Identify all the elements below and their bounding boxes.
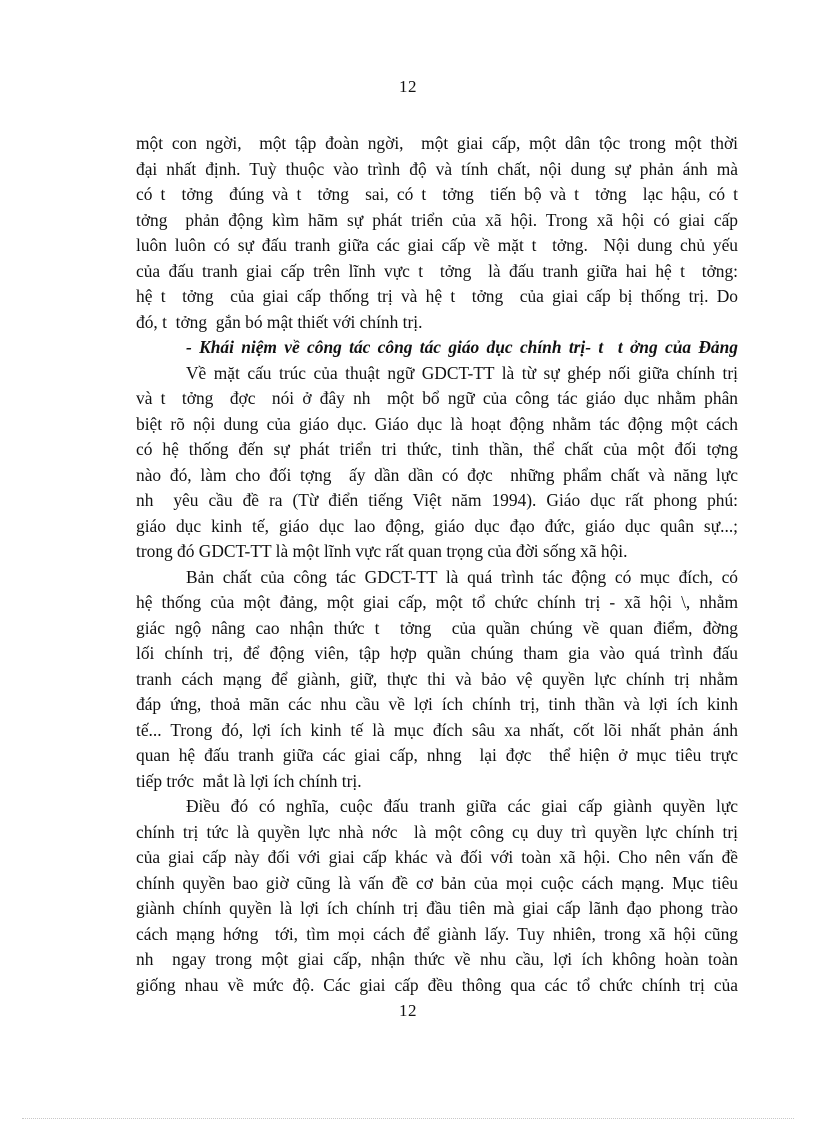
text-line: giáo dục kinh tế, giáo dục lao động, giáo dục đạo đức, giáo dục quân sự...; [136,515,738,536]
text-line: quan hệ đấu tranh giữa các giai cấp, nhng lại đợc thể hiện ở mục tiêu trực [136,745,738,765]
document-body [136,131,738,998]
text-line: hệ t tởng của giai cấp thống trị và hệ t tởng của giai cấp bị thống trị. Do [136,286,738,306]
text-line: lối chính trị, để động viên, tập hợp quần chúng tham gia vào quá trình đấu [136,643,738,663]
section-heading: - Khái niệm về công tác công tác giáo dục chính trị- t t ởng của Đảng [186,337,738,357]
text-line: biệt rõ nội dung của giáo dục. Giáo dục là hoạt động nhằm tác động một cách [136,413,738,434]
text-line: giác ngộ nâng cao nhận thức t tởng của quần chúng về quan điểm, đờng [136,617,738,638]
text-line: đại nhất định. Tuỳ thuộc vào trình độ và tính chất, nội dung sự phản ánh mà [136,158,738,179]
text-line: có t tởng đúng và t tởng sai, có t tởng tiến bộ và t tởng lạc hậu, có t [136,184,738,204]
text-line: Về mặt cấu trúc của thuật ngữ GDCT-TT là từ sự ghép nối giữa chính trị [186,362,738,383]
text-line: đáp ứng, thoả mãn các nhu cầu về lợi ích chính trị, tinh thần và lợi ích kinh [136,694,738,714]
text-line: cách mạng hớng tới, tìm mọi cách để giành lấy. Tuy nhiên, trong xã hội cũng [136,923,738,944]
text-line: hệ thống của một đảng, một giai cấp, một tổ chức chính trị - xã hội \, nhằm [136,592,738,612]
text-line: có hệ thống đến sự phát triển tri thức, tinh thần, thể chất của một đối tợng [136,439,738,459]
text-line: đó, t tởng gắn bó mật thiết với chính trị. [136,311,423,332]
text-line: luôn luôn có sự đấu tranh giữa các giai cấp về mặt t tởng. Nội dung chủ yếu [136,235,738,255]
page-number-bottom: 12 [399,1001,417,1020]
text-line: chính trị tức là quyền lực nhà nớc là một công cụ duy trì quyền lực chính trị [136,821,738,842]
text-line: tranh cách mạng để giành, giữ, thực thi và bảo vệ quyền lực chính trị nhằm [136,668,738,689]
page-number-top: 12 [399,77,417,96]
text-line: chính quyền bao giờ cũng là vấn đề cơ bản của mọi cuộc cách mạng. Mục tiêu [136,872,738,893]
text-line: của đấu tranh giai cấp trên lĩnh vực t tởng là đấu tranh giữa hai hệ t tởng: [136,260,738,281]
text-line: nào đó, làm cho đối tợng ấy dần dần có đợc những phẩm chất và năng lực [136,464,738,485]
text-line: trong đó GDCT-TT là một lĩnh vực rất quan trọng của đời sống xã hội. [136,541,628,561]
text-line: nh ngay trong một giai cấp, nhận thức về nhu cầu, lợi ích không hoàn toàn [136,949,738,969]
page-bottom-edge [22,1118,794,1119]
text-line: một con ngời, một tập đoàn ngời, một giai cấp, một dân tộc trong một thời [136,133,738,153]
text-line: nh yêu cầu đề ra (Từ điển tiếng Việt năm 1994). Giáo dục rất phong phú: [136,490,738,510]
text-line: Điều đó có nghĩa, cuộc đấu tranh giữa các giai cấp giành quyền lực [186,796,738,816]
text-line: tiếp trớc mắt là lợi ích chính trị. [136,770,362,791]
text-line: Bản chất của công tác GDCT-TT là quá trình tác động có mục đích, có [186,566,738,587]
text-line: và t tởng đợc nói ở đây nh một bổ ngữ của công tác giáo dục nhằm phân [136,388,738,408]
text-line: tế... Trong đó, lợi ích kinh tế là mục đích sâu xa nhất, cốt lõi nhất phản ánh [136,719,738,740]
text-line: giống nhau về mức độ. Các giai cấp đều thông qua các tổ chức chính trị của [136,974,738,995]
text-line: của giai cấp này đối với giai cấp khác và đối với toàn xã hội. Cho nên vấn đề [136,847,738,867]
text-line: tởng phản động kìm hãm sự phát triển của xã hội. Trong xã hội có giai cấp [136,209,738,230]
text-line: giành chính quyền là lợi ích chính trị đầu tiên mà giai cấp lãnh đạo phong trào [136,898,738,918]
